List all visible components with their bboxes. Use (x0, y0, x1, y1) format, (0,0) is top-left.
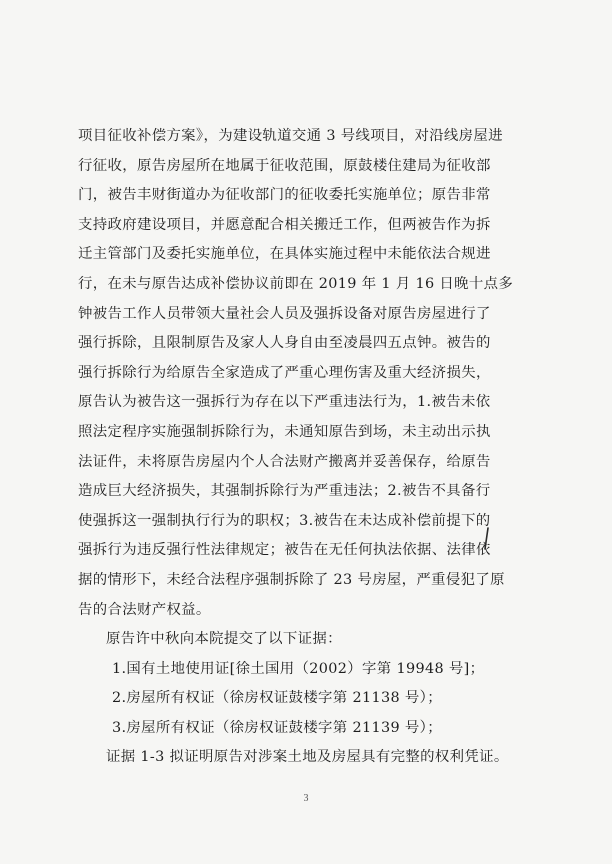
text-line: 迁主管部门及委托实施单位，在具体实施过程中未能依法合规进 (78, 246, 491, 263)
evidence-item: 2.房屋所有权证（徐房权证鼓楼字第 21138 号）； (112, 690, 442, 707)
text-line: 门，被告丰财街道办为征收部门的征收委托实施单位；原告非常 (78, 187, 491, 204)
text-line: 强行拆除行为给原告全家造成了严重心理伤害及重大经济损失， (78, 364, 491, 381)
document-body (78, 122, 558, 773)
text-line: 告的合法财产权益。 (78, 601, 211, 618)
text-line: 造成巨大经济损失，其强制拆除行为严重违法；2.被告不具备行 (78, 483, 491, 500)
text-line: 照法定程序实施强制拆除行为，未通知原告到场，未主动出示执 (78, 423, 491, 440)
text-line: 强行拆除，且限制原告及家人人身自由至凌晨四五点钟。被告的 (78, 335, 491, 352)
evidence-intro: 原告许中秋向本院提交了以下证据： (106, 631, 342, 648)
text-line: 钟被告工作人员带领大量社会人员及强拆设备对原告房屋进行了 (78, 305, 491, 322)
text-line: 据的情形下，未经合法程序强制拆除了 23 号房屋，严重侵犯了原 (78, 571, 505, 588)
text-line: 法证件，未将原告房屋内个人合法财产搬离并妥善保存，给原告 (78, 453, 491, 470)
text-line: 原告认为被告这一强拆行为存在以下严重违法行为，1.被告未依 (78, 394, 491, 411)
text-line: 项目征收补偿方案》，为建设轨道交通 3 号线项目，对沿线房屋进 (78, 128, 503, 144)
text-line: 强拆行为违反强行性法律规定；被告在无任何执法依据、法律依 (78, 542, 491, 559)
text-line: 使强拆这一强制执行行为的职权；3.被告在未达成补偿前提下的 (78, 512, 491, 529)
text-line: 行，在未与原告达成补偿协议前即在 2019 年 1 月 16 日晚十点多 (78, 275, 514, 292)
text-line: 支持政府建设项目，并愿意配合相关搬迁工作，但两被告作为拆 (78, 216, 491, 233)
evidence-item: 3.房屋所有权证（徐房权证鼓楼字第 21139 号）； (112, 719, 442, 736)
pen-mark (482, 527, 492, 551)
page-number: 3 (303, 793, 309, 804)
evidence-conclusion: 证据 1-3 拟证明原告对涉案土地及房屋具有完整的权利凭证。 (106, 749, 509, 766)
text-line: 行征收，原告房屋所在地属于征收范围，原鼓楼住建局为征收部 (78, 157, 491, 174)
evidence-item: 1.国有土地使用证[徐土国用（2002）字第 19948 号]； (112, 660, 485, 677)
